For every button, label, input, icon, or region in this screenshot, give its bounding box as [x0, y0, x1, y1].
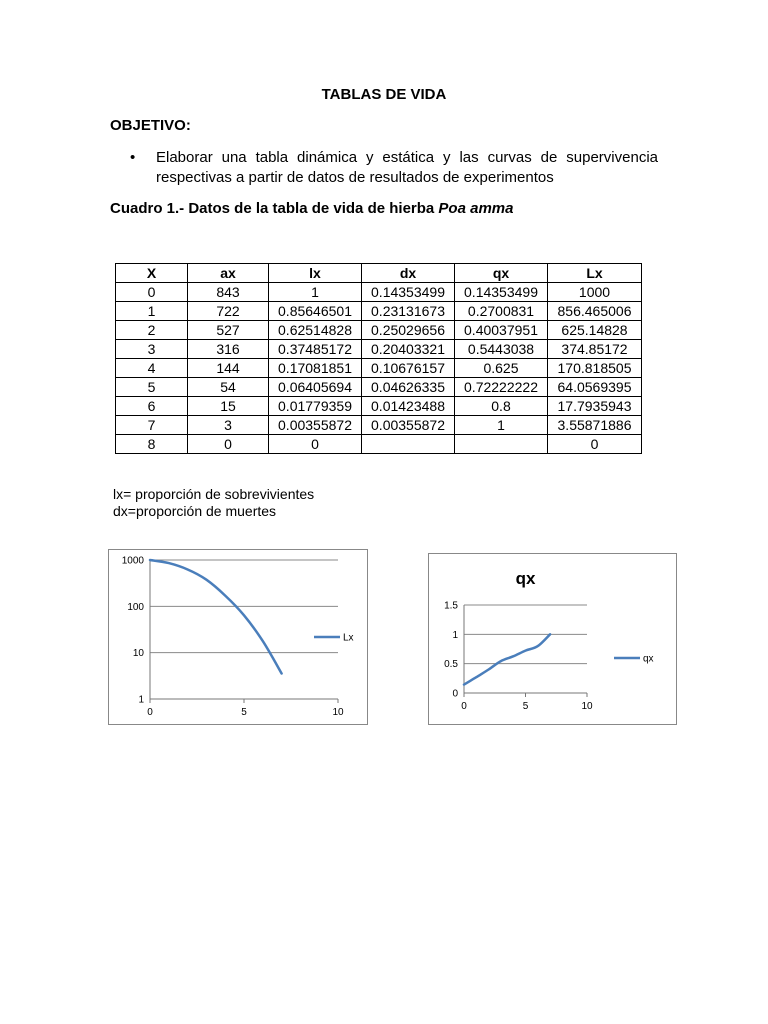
- table-cell-x: 4: [116, 359, 188, 378]
- table-cell-ax: 3: [188, 416, 269, 435]
- table-cell-lx: 0.00355872: [269, 416, 362, 435]
- table-cell-x: 5: [116, 378, 188, 397]
- objective-heading: OBJETIVO:: [110, 117, 191, 134]
- table-row: [116, 359, 642, 378]
- table-caption: [110, 200, 513, 217]
- table-cell-Lx: 17.7935943: [548, 397, 642, 416]
- table-cell-Lx: 3.55871886: [548, 416, 642, 435]
- table-row: [116, 378, 642, 397]
- table-cell-Lx: 0: [548, 435, 642, 454]
- x-tick-label: 5: [522, 701, 529, 712]
- x-tick-label: 5: [241, 707, 247, 718]
- table-cell-qx: 0.2700831: [455, 302, 548, 321]
- table-cell-lx: 1: [269, 283, 362, 302]
- table-cell-x: 2: [116, 321, 188, 340]
- table-row: [116, 416, 642, 435]
- table-cell-qx: [455, 435, 548, 454]
- table-cell-dx: 0.10676157: [362, 359, 455, 378]
- col-header-lx: lx: [269, 264, 362, 283]
- life-table: [115, 263, 642, 454]
- table-cell-dx: [362, 435, 455, 454]
- x-tick-label: 0: [147, 707, 153, 718]
- col-header-dx: dx: [362, 264, 455, 283]
- qx-chart: [428, 553, 677, 725]
- table-row: [116, 435, 642, 454]
- table-cell-Lx: 64.0569395: [548, 378, 642, 397]
- table-cell-Lx: 170.818505: [548, 359, 642, 378]
- page-title: TABLAS DE VIDA: [321, 86, 447, 103]
- table-cell-ax: 0: [188, 435, 269, 454]
- table-cell-Lx: 374.85172: [548, 340, 642, 359]
- table-cell-Lx: 1000: [548, 283, 642, 302]
- caption-text: Cuadro 1.- Datos de la tabla de vida de hierba: [110, 200, 439, 217]
- table-cell-ax: 54: [188, 378, 269, 397]
- table-cell-lx: 0.85646501: [269, 302, 362, 321]
- table-row: [116, 321, 642, 340]
- lx-chart-svg: [109, 550, 367, 724]
- table-cell-dx: 0.00355872: [362, 416, 455, 435]
- table-row: [116, 340, 642, 359]
- table-cell-qx: 0.72222222: [455, 378, 548, 397]
- table-cell-qx: 0.625: [455, 359, 548, 378]
- note-lx: lx= proporción de sobrevivientes: [113, 486, 315, 502]
- y-tick-label: 100: [127, 601, 144, 613]
- table-row: [116, 302, 642, 321]
- table-cell-x: 0: [116, 283, 188, 302]
- y-tick-label: 1: [138, 694, 144, 706]
- chart-title: qx: [515, 569, 536, 588]
- table-cell-dx: 0.25029656: [362, 321, 455, 340]
- table-row: [116, 397, 642, 416]
- y-tick-label: 0: [452, 688, 458, 700]
- lx-chart: [108, 549, 368, 725]
- table-cell-qx: 0.40037951: [455, 321, 548, 340]
- table-cell-x: 8: [116, 435, 188, 454]
- y-tick-label: 10: [132, 648, 144, 660]
- table-cell-qx: 0.14353499: [455, 283, 548, 302]
- table-cell-ax: 15: [188, 397, 269, 416]
- table-cell-x: 6: [116, 397, 188, 416]
- x-tick-label: 10: [332, 707, 344, 718]
- table-cell-x: 7: [116, 416, 188, 435]
- qx-chart-svg: [429, 554, 676, 724]
- table-header-row: [116, 264, 642, 283]
- table-cell-dx: 0.01423488: [362, 397, 455, 416]
- table-row: [116, 283, 642, 302]
- table-cell-lx: 0: [269, 435, 362, 454]
- table-cell-ax: 527: [188, 321, 269, 340]
- table-cell-qx: 1: [455, 416, 548, 435]
- objective-list: [110, 148, 658, 188]
- table-body: [116, 283, 642, 454]
- legend-label: qx: [643, 653, 654, 665]
- table-cell-dx: 0.04626335: [362, 378, 455, 397]
- col-header-ax: ax: [188, 264, 269, 283]
- note-dx: dx=proporción de muertes: [113, 503, 277, 519]
- caption-species: Poa amma: [438, 200, 514, 217]
- table-cell-ax: 144: [188, 359, 269, 378]
- bullet-dot-icon: •: [130, 149, 136, 166]
- table-cell-Lx: 856.465006: [548, 302, 642, 321]
- table-cell-qx: 0.5443038: [455, 340, 548, 359]
- objective-item: [110, 148, 658, 188]
- table-cell-ax: 843: [188, 283, 269, 302]
- table-cell-x: 3: [116, 340, 188, 359]
- series-line-qx: [464, 634, 550, 684]
- table-cell-x: 1: [116, 302, 188, 321]
- table-cell-dx: 0.23131673: [362, 302, 455, 321]
- x-tick-label: 10: [581, 701, 593, 712]
- table-cell-dx: 0.14353499: [362, 283, 455, 302]
- table-cell-ax: 722: [188, 302, 269, 321]
- table-cell-lx: 0.01779359: [269, 397, 362, 416]
- col-header-x: X: [116, 264, 188, 283]
- legend-label: Lx: [343, 632, 354, 644]
- col-header-qx: qx: [455, 264, 548, 283]
- table-cell-lx: 0.06405694: [269, 378, 362, 397]
- objective-text: Elaborar una tabla dinámica y estática y las curvas de supervivencia respectivas a partir de datos de resultados de experimentos: [156, 149, 658, 186]
- table-cell-dx: 0.20403321: [362, 340, 455, 359]
- table-cell-lx: 0.17081851: [269, 359, 362, 378]
- table-cell-lx: 0.37485172: [269, 340, 362, 359]
- y-tick-label: 1000: [121, 555, 144, 567]
- table-cell-ax: 316: [188, 340, 269, 359]
- y-tick-label: 0.5: [444, 659, 458, 671]
- y-tick-label: 1.5: [444, 600, 458, 612]
- notes: [113, 486, 314, 520]
- x-tick-label: 0: [461, 701, 467, 712]
- table-cell-lx: 0.62514828: [269, 321, 362, 340]
- series-line-Lx: [150, 560, 282, 674]
- table-cell-qx: 0.8: [455, 397, 548, 416]
- y-tick-label: 1: [452, 629, 458, 641]
- col-header-Lx: Lx: [548, 264, 642, 283]
- table-cell-Lx: 625.14828: [548, 321, 642, 340]
